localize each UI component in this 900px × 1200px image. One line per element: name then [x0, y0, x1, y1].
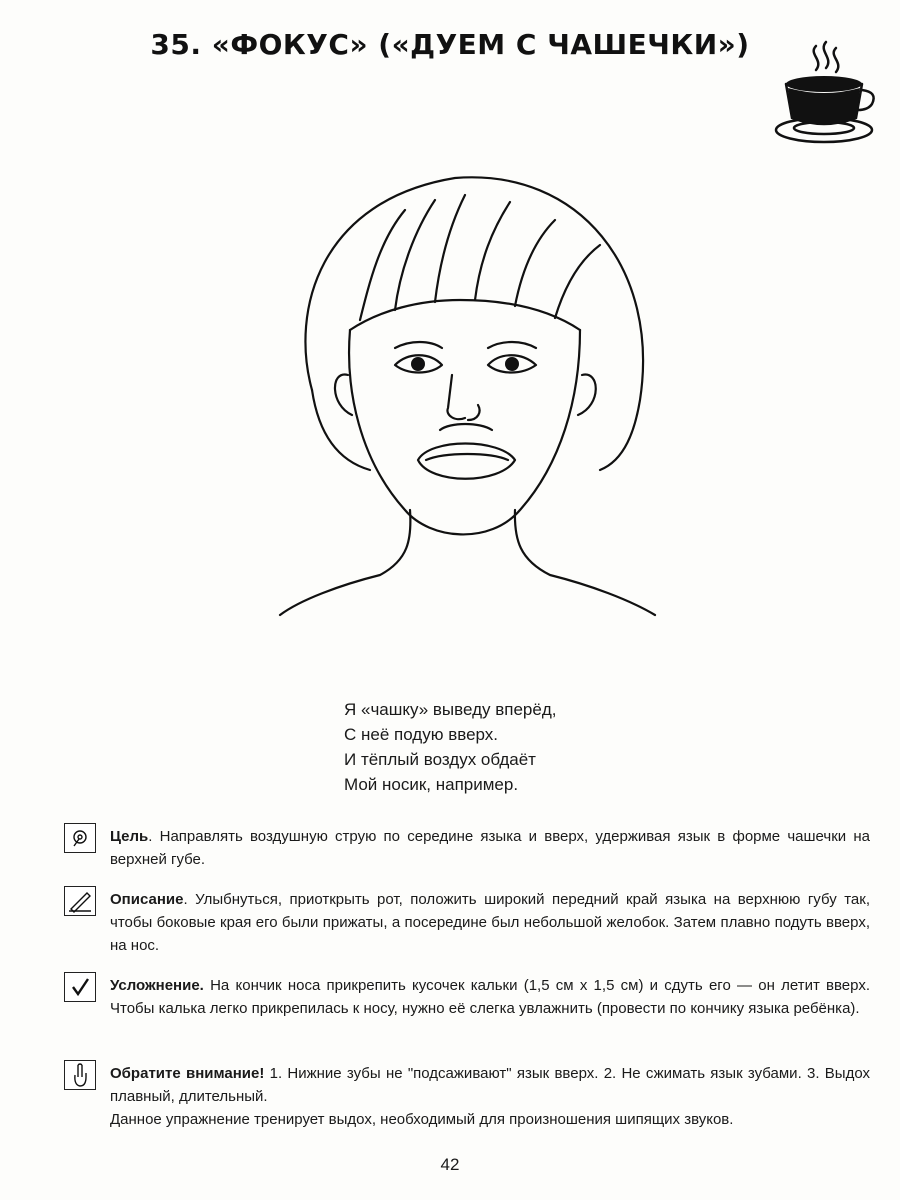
goal-body: . Направлять воздушную струю по середине языка и вверх, удерживая язык в форме чашечки на верхней губе.: [110, 828, 870, 868]
target-hand-icon: [64, 823, 96, 853]
description-label: Описание: [110, 891, 184, 908]
child-face-illustration: [230, 160, 690, 620]
coffee-cup-icon: [768, 38, 880, 150]
pencil-icon: [64, 886, 96, 916]
page-number: 42: [440, 1155, 460, 1174]
complication-text: [110, 974, 870, 1020]
checkmark-icon: [64, 972, 96, 1002]
attention-note: Данное упражнение тренирует выдох, необходимый для произношения шипящих звуков.: [110, 1111, 734, 1128]
attention-label: Обратите внимание!: [110, 1065, 265, 1082]
goal-text: [110, 825, 870, 871]
complication-body: На кончик носа прикрепить кусочек кальки (1,5 см х 1,5 см) и сдуть его — он летит вверх. Чтобы калька легко прикрепилась к носу, нужно её слегка увлажнить (провести по кончику языка ребёнка).: [110, 977, 870, 1017]
poem-line: Мой носик, например.: [344, 775, 519, 794]
poem-line: Я «чашку» выведу вперёд,: [344, 700, 557, 719]
page-title: 35. «ФОКУС» («ДУЕМ С ЧАШЕЧКИ»): [150, 28, 750, 61]
poem-line: С неё подую вверх.: [344, 725, 499, 744]
attention-text: [110, 1062, 870, 1131]
pointing-finger-icon: [64, 1060, 96, 1090]
poem: [344, 697, 556, 797]
description-body: . Улыбнуться, приоткрыть рот, положить широкий передний край языка на верхнюю губу так, чтобы боковые края его были прижаты, а посередине был небольшой желобок. Затем плавно подуть вверх, на нос.: [110, 891, 870, 954]
goal-label: Цель: [110, 828, 149, 845]
complication-label: Усложнение.: [110, 977, 204, 994]
description-text: [110, 888, 870, 957]
poem-line: И тёплый воздух обдаёт: [344, 750, 536, 769]
attention-body: 1. Нижние зубы не "подсаживают" язык вверх. 2. Не сжимать язык зубами. 3. Выдох плавный, длительный.: [110, 1065, 871, 1105]
